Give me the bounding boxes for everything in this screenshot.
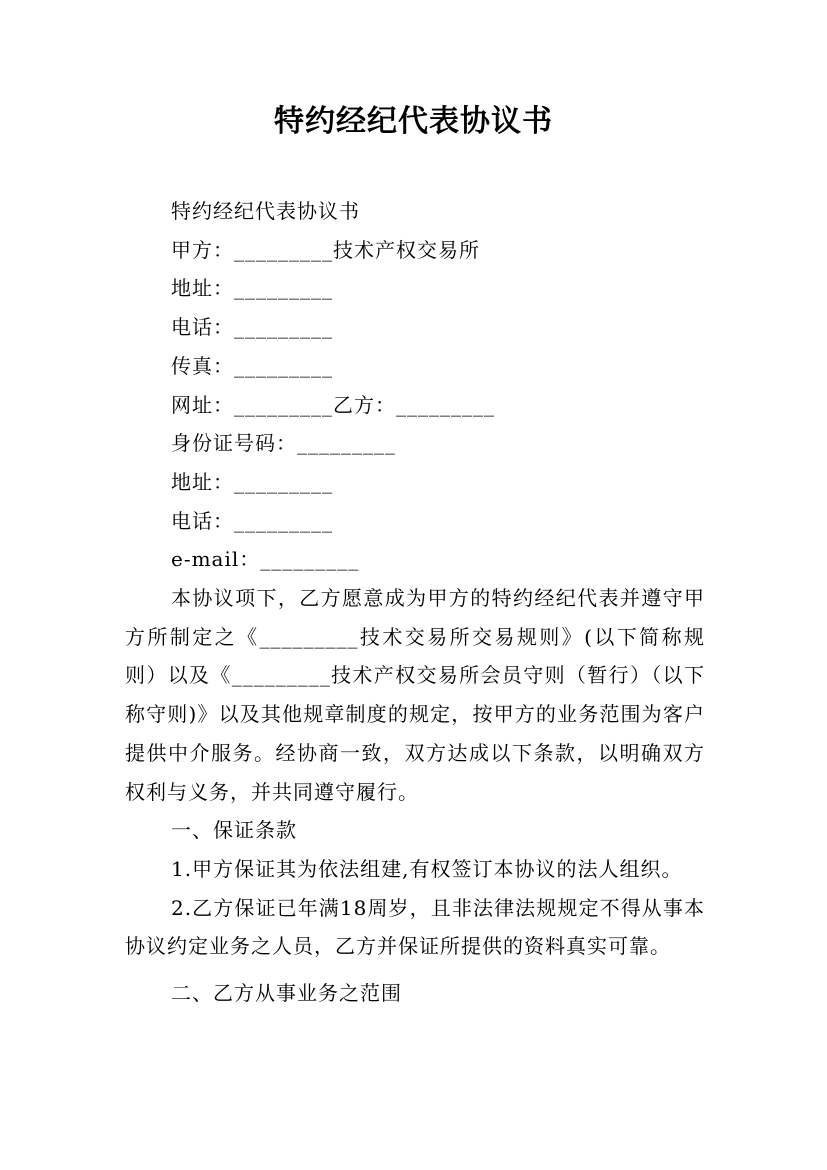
id-number-line: 身份证号码：_________ <box>171 431 396 456</box>
section-1-heading: 一、保证条款 <box>171 818 297 843</box>
section-2-heading: 二、乙方从事业务之范围 <box>171 981 402 1006</box>
clause-1-1: 1.甲方保证其为依法组建,有权签订本协议的法人组织。 <box>171 856 683 881</box>
document-title: 特约经纪代表协议书 <box>274 104 553 139</box>
website-party-b-line: 网址：_________乙方：_________ <box>171 392 495 417</box>
party-a-fax-line: 传真：_________ <box>171 353 333 378</box>
heading-line: 特约经纪代表协议书 <box>171 199 360 223</box>
email-line: e-mail：_________ <box>171 547 360 572</box>
clause-1-2: 2.乙方保证已年满18周岁，且非法律法规规定不得从事本协议约定业务之人员，乙方并保证所提供的资料真实可靠。 <box>125 895 705 959</box>
party-a-address-line: 地址：_________ <box>171 276 333 301</box>
agreement-intro-paragraph: 本协议项下，乙方愿意成为甲方的特约经纪代表并遵守甲方所制定之《_________技术交易所交易规则》(以下简称规则）以及《_________技术产权交易所会员守则（暂行）（以下称守则)》以及其他规章制度的规定，按甲方的业务范围为客户提供中介服务。经协商一致，双方达成以下条款，以明确双方权利与义务，并共同遵守履行。 <box>125 586 705 804</box>
party-a-phone-line: 电话：_________ <box>171 315 333 340</box>
party-a-line: 甲方：_________技术产权交易所 <box>171 237 480 262</box>
party-b-phone-line: 电话：_________ <box>171 508 333 533</box>
party-b-address-line: 地址：_________ <box>171 469 333 494</box>
document-body <box>125 192 705 1013</box>
